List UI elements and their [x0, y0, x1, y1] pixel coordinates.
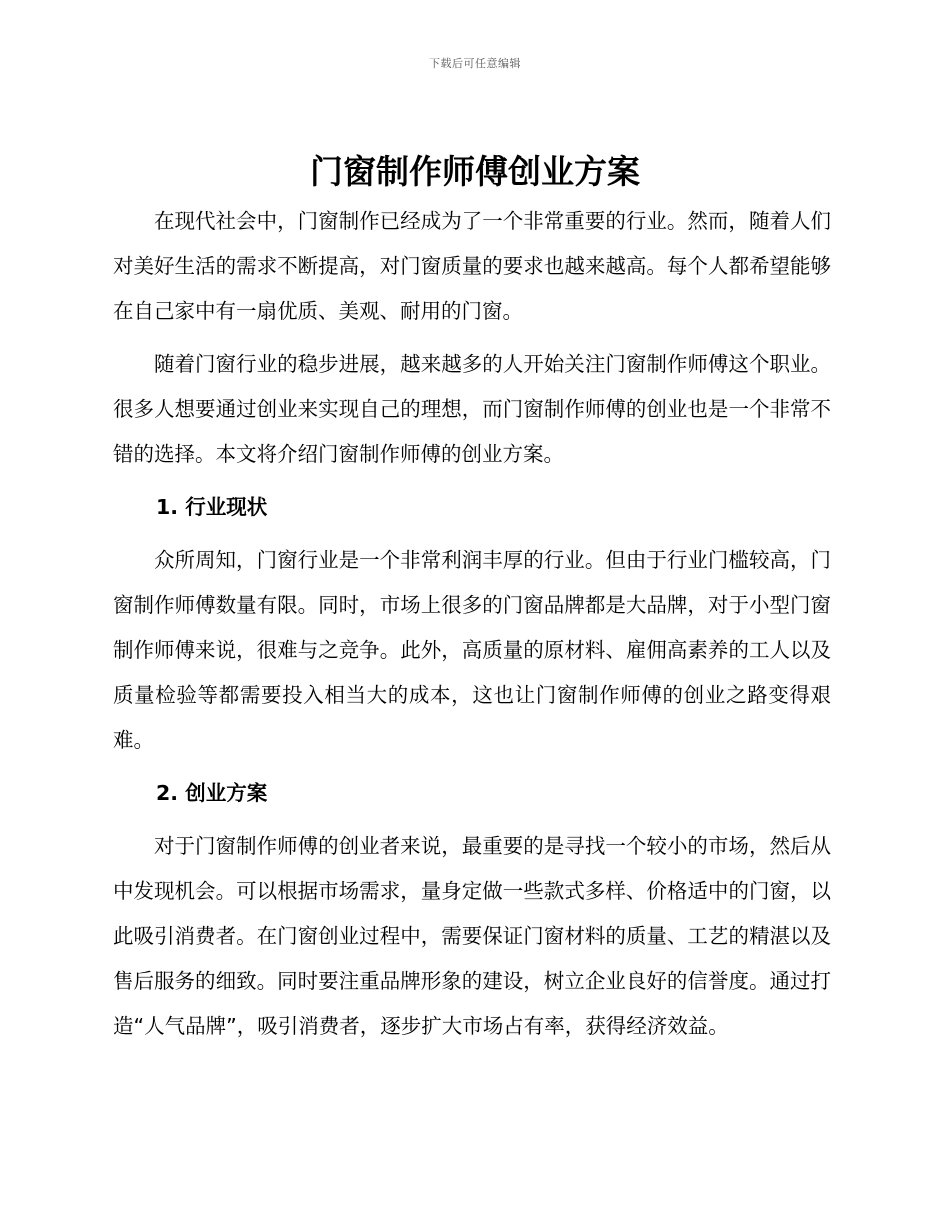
paragraph-business-plan: 对于门窗制作师傅的创业者来说，最重要的是寻找一个较小的市场，然后从中发现机会。可以根据市场需求，量身定做一些款式多样、价格适中的门窗，以此吸引消费者。在门窗创业过程中，需要保证门窗材料的质量、工艺的精湛以及售后服务的细致。同时要注重品牌形象的建设，树立企业良好的信誉度。通过打造“人气品牌”，吸引消费者，逐步扩大市场占有率，获得经济效益。 [113, 834, 831, 1038]
section-heading-industry-status: 1. 行业现状 [156, 495, 268, 519]
paragraph-intro: 在现代社会中，门窗制作已经成为了一个非常重要的行业。然而，随着人们对美好生活的需求不断提高，对门窗质量的要求也越来越高。每个人都希望能够在自己家中有一扇优质、美观、耐用的门窗。 [113, 209, 831, 323]
page-header-note: 下载后可任意编辑 [429, 57, 521, 70]
paragraph-background: 随着门窗行业的稳步进展，越来越多的人开始关注门窗制作师傅这个职业。很多人想要通过创业来实现自己的理想，而门窗制作师傅的创业也是一个非常不错的选择。本文将介绍门窗制作师傅的创业方案。 [113, 352, 831, 466]
document-title: 门窗制作师傅创业方案 [310, 152, 640, 191]
document-body [113, 199, 831, 1057]
paragraph-industry-status: 众所周知，门窗行业是一个非常利润丰厚的行业。但由于行业门槛较高，门窗制作师傅数量有限。同时，市场上很多的门窗品牌都是大品牌，对于小型门窗制作师傅来说，很难与之竞争。此外，高质量的原材料、雇佣高素养的工人以及质量检验等都需要投入相当大的成本，这也让门窗制作师傅的创业之路变得艰难。 [113, 548, 831, 752]
section-heading-business-plan: 2. 创业方案 [156, 781, 268, 805]
